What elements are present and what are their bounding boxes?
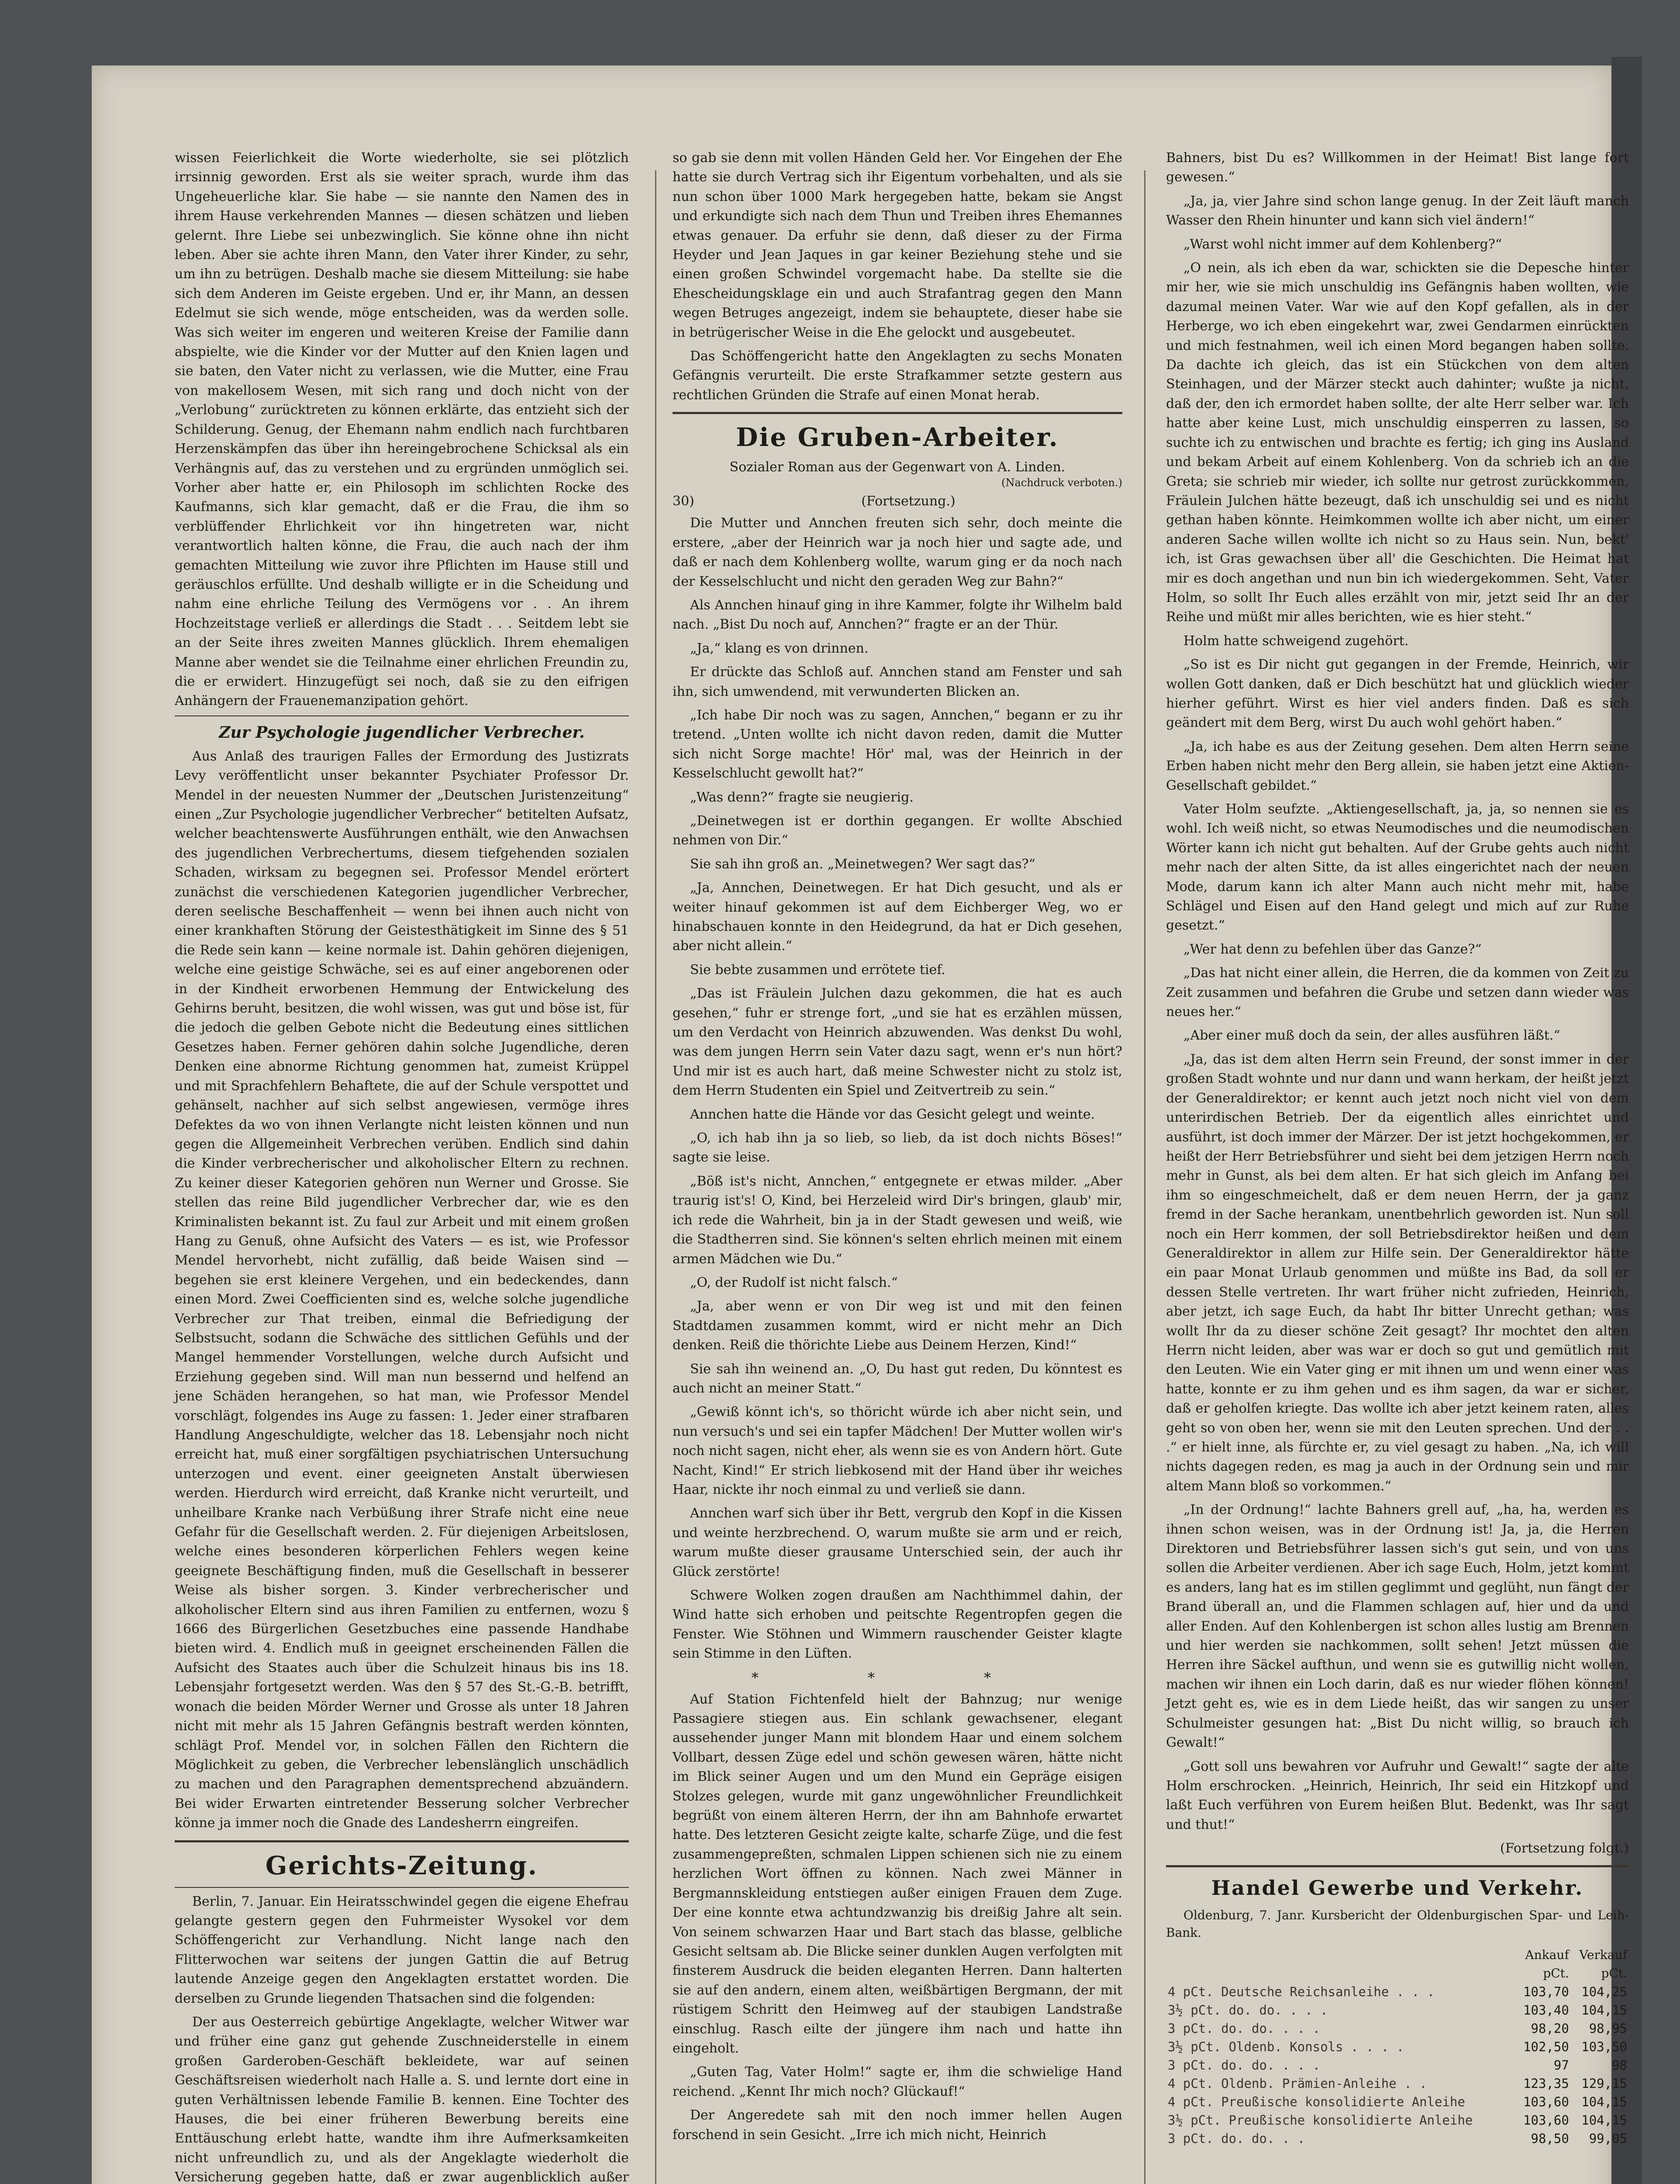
paragraph: Berlin, 7. Januar. Ein Heiratsschwindel gegen die eigene Ehefrau gelangte gestern gegen den Fuhrmeister Wysokel vor dem Schöffengericht zur Verhandlung. Nicht lange nach den Flitterwochen war seitens der jungen Gattin die auf Betrug lautende Anzeige gegen den Angeklagten erstattet worden. Die derselben zu Grunde liegenden Thatsachen sind die folgenden: bbox=[175, 1894, 629, 2006]
court-article-continued bbox=[673, 149, 1122, 405]
quote-sell: 104,25 bbox=[1581, 1984, 1627, 2000]
quote-buy: pCt. bbox=[1543, 1966, 1569, 1981]
paragraph: „Gott soll uns bewahren vor Aufruhr und Gewalt!“ sagte der alte Holm erschrocken. „Heinrich, Heinrich, Ihr seid ein Hitzkopf und laßt Euch verführen von Eurem heißen Blut. Bedenkt, was Ihr sagt und thut!“ bbox=[1166, 1759, 1629, 1832]
quote-row bbox=[1166, 2056, 1629, 2074]
paragraph: „Ja, ja, vier Jahre sind schon lange genug. In der Zeit läuft manch Wasser den Rhein hinunter und kann sich viel ändern!“ bbox=[1166, 193, 1629, 228]
quote-security: 3½ pCt. Oldenb. Konsols . . . . bbox=[1168, 2039, 1404, 2055]
quote-row bbox=[1166, 2111, 1629, 2129]
quote-buy: 123,35 bbox=[1523, 2076, 1569, 2091]
paragraph: Der aus Oesterreich gebürtige Angeklagte, welcher Witwer war und früher eine ganz gut gehende Zuschneiderstelle in einem großen Garderoben-Geschäft bekleidete, war auf seinen Geschäftsreisen wiederholt nach Halle a. S. und lernte dort eine in guten Verhältnissen lebende Familie B. kennen. Eine Tochter des Hauses, die bei einer früheren Bewerbung bereits eine Enttäuschung erlebt hatte, wandte ihm ihre Aufmerksamkeiten nicht unfreundlich zu, und als der Angeklagte wiederholt die Versicherung gegeben hatte, daß er zwar augenblicklich außer bbox=[175, 2014, 629, 2184]
quotes-table bbox=[1166, 1946, 1629, 2148]
paragraph: wissen Feierlichkeit die Worte wiederholte, sie sei plötzlich irrsinnig geworden. Erst als sie weiter sprach, wurde ihm das Ungeheuerliche klar. Sie habe — sie nannte den Namen des in ihrem Hause verkehrenden Mannes — diesen schätzen und lieben gelernt. Ihre Liebe sei unbezwinglich. Sie könne ohne ihn nicht leben. Aber sie achte ihren Mann, den Vater ihrer Kinder, zu sehr, um ihn zu betrügen. Deshalb mache sie diesem Mitteilung: sie habe sich dem Anderen im Geiste ergeben. Und er, ihr Mann, an dessen Edelmut sie sich wende, möge entscheiden, was da werden solle. Was sich weiter im engeren und weiteren Kreise der Familie dann abspielte, wie die Kinder vor der Mutter auf den Knien lagen und sie baten, den Vater nicht zu verlassen, wie die Mutter, eine Frau von makellosem Wesen, mit sich rang und doch nicht von der „Verlobung“ zurücktreten zu können erklärte, das entzieht sich der Schilderung. Genug, der Ehemann nahm endlich nach furchtbaren Herzenskämpfen das über ihn hereingebrochene Schicksal als ein Verhängnis auf, das zu verstehen und zu ergründen unmöglich sei. Vorher aber hatte er, ein Philosoph im schlichten Rocke des Kaufmanns, sich klar gemacht, daß er die Frau, die ihm so verblüffender Ehrlichkeit vor ihn hingetreten war, nicht verantwortlich halten könne, die Frau, die auch nach der ihm gemachten Mitteilung wie zuvor ihre Pflichten im Hause still und geräuschlos erfüllte. Und deshalb willigte er in die Scheidung und nahm eine ehrliche Teilung des Vermögens vor . . An ihrem Hochzeitstage verließ er allerdings die Stadt . . . Seitdem lebt sie an der Seite ihres zweiten Mannes glücklich. Ihrem ehemaligen Manne aber wendet sie die Teilnahme einer ehrlichen Freundin zu, die er erwidert. Hinzugefügt sei noch, daß sie zu den eifrigen Anhängern der Frauenemanzipation gehört. bbox=[175, 150, 629, 709]
quote-buy: 103,60 bbox=[1523, 2094, 1569, 2110]
quote-buy: 102,50 bbox=[1523, 2039, 1569, 2055]
trade-heading: Handel Gewerbe und Verkehr. bbox=[1211, 1876, 1584, 1900]
installment-label: (Fortsetzung.) bbox=[861, 494, 956, 509]
paragraph: Die Mutter und Annchen freuten sich sehr, doch meinte die erstere, „aber der Heinrich war ja noch hier und sagte ade, und daß er nach dem Kohlenberg wollte, warum ging er da noch nach der Kesselschlucht und nicht den geraden Weg zur Bahn?“ bbox=[673, 515, 1122, 589]
quote-sell: Verkauf bbox=[1579, 1948, 1627, 1963]
court-heading: Gerichts-Zeitung. bbox=[265, 1850, 538, 1880]
paragraph: „Deinetwegen ist er dorthin gegangen. Er wollte Abschied nehmen von Dir.“ bbox=[673, 813, 1122, 848]
paragraph: „Ja, aber wenn er von Dir weg ist und mit den feinen Stadtdamen zusammen kommt, wird er nicht mehr an Dich denken. Reiß die thörichte Liebe aus Deinem Herzen, Kind!“ bbox=[673, 1299, 1122, 1353]
quote-sell: 98,95 bbox=[1589, 2021, 1627, 2036]
quote-sell: 104,15 bbox=[1581, 2113, 1627, 2128]
column-3 bbox=[1166, 149, 1629, 2184]
novel-subtitle: Sozialer Roman aus der Gegenwart von A. Linden. bbox=[729, 460, 1066, 475]
novel-heading: Die Gruben-Arbeiter. bbox=[736, 422, 1059, 453]
paragraph: „Ja,“ klang es von drinnen. bbox=[690, 640, 869, 656]
quote-row bbox=[1166, 2093, 1629, 2111]
quotes-header bbox=[1166, 1946, 1629, 1964]
paragraph: Annchen warf sich über ihr Bett, vergrub den Kopf in die Kissen und weinte herzbrechend. O, warum mußte sie arm und er reich, warum mußte dieser grausame Unterschied sein, der auch ihr Glück zerstörte! bbox=[673, 1506, 1122, 1579]
quote-buy: Ankauf bbox=[1525, 1948, 1569, 1963]
paragraph: Das Schöffengericht hatte den Angeklagten zu sechs Monaten Gefängnis verurteilt. Die erste Strafkammer setzte gestern aus rechtlichen Gründen die Strafe auf einen Monat herab. bbox=[673, 349, 1122, 403]
paragraph: Sie sah ihn groß an. „Meinetwegen? Wer sagt das?“ bbox=[690, 856, 1035, 872]
paragraph: „Guten Tag, Vater Holm!“ sagte er, ihm die schwielige Hand reichend. „Kennt Ihr mich noch? Glückauf!“ bbox=[673, 2064, 1122, 2099]
column-2 bbox=[673, 149, 1122, 2184]
paragraph: „In der Ordnung!“ lachte Bahners grell auf, „ha, ha, werden es ihnen schon weisen, was in der Ordnung ist! Ja, ja, die Herren Direktoren und Betriebsführer lassen sich's gut sein, und von uns sollen die Arbeiter verdienen. Aber ich sage Euch, Holm, jetzt kommt es anders, lang hat es im stillen geglimmt und geglüht, nun fängt der Brand überall an, und die Flammen schlagen auf, hier und da und aller Enden. Auf den Kohlenbergen ist schon alles lustig am Brennen und hier werden sie nachkommen, sollt sehen! Jetzt müssen die Herren ihre Säckel aufthun, und wenn sie es gutwillig nicht wollen, machen wir ihnen ein Loch darin, daß es nur wieder flöhen können! Jetzt geht es, wie es in dem Liede heißt, das wir sangen zu unser Schulmeister gesungen hat: „Bist Du nicht willig, so brauch ich Gewalt!“ bbox=[1166, 1502, 1629, 1751]
paragraph: Aus Anlaß des traurigen Falles der Ermordung des Justizrats Levy veröffentlicht unser bekannter Psychiater Professor Dr. Mendel in der neuesten Nummer der „Deutschen Juristenzeitung“ einen „Zur Psychologie jugendlicher Verbrecher“ betitelten Aufsatz, welcher beachtenswerte Ausführungen enthält, wie den Anwachsen des jugendlichen Verbrechertums, diesem tiefgehenden sozialen Schaden, wirksam zu begegnen sei. Professor Mendel erörtert zunächst die verschiedenen Kategorien jugendlicher Verbrecher, deren seelische Beschaffenheit — wenn bei ihnen auch nicht von einer krankhaften Störung der Geistesthätigkeit im Sinne des § 51 die Rede sein kann — keine normale ist. Dahin gehören diejenigen, welche eine geistige Schwäche, sei es auf einer angeborenen oder in der Kindheit erworbenen Hemmung der Entwickelung des Gehirns beruht, besitzen, die wohl wissen, was gut und böse ist, für die jedoch die gelben Gebote nicht die Bedeutung eines sittlichen Gesetzes haben. Ferner gehören dahin solche Jugendliche, deren Denken eine abnorme Richtung genommen hat, zumeist Krüppel und mit Sprachfehlern Behaftete, die auf der Schule verspottet und gehänselt, nachher auf sich selbst angewiesen, vermöge ihres Defektes da wo von ihnen Verlangte nicht leisten können und nun gegen die Allgemeinheit Verbrechen verüben. Endlich sind dahin die Kinder verbrecherischer und alkoholischer Eltern zu rechnen. Zu keiner dieser Kategorien gehören nun Werner und Grosse. Sie stellen das reine Bild jugendlicher Verbrecher dar, wie es den Kriminalisten bekannt ist. Zu faul zur Arbeit und mit einem großen Hang zu Genuß, ohne Aufsicht des Vaters — es ist, wie Professor Mendel hervorhebt, nicht zufällig, daß beide Waisen sind — begehen sie erst kleinere Vergehen, und ein bedeckendes, dann einen Mord. Zwei Coefficienten sind es, welche solche jugendliche Verbrecher zur That treiben, einmal die Befriedigung der Selbstsucht, sodann die Schwäche des sittlichen Gefühls und der Mangel hemmender Vorstellungen, welche durch Aufsicht und Erziehung gegeben sind. Will man nun bessernd und helfend an jene Schäden herangehen, so hat man, wie Professor Mendel vorschlägt, folgendes ins Auge zu fassen: 1. Jeder einer strafbaren Handlung Angeschuldigte, welcher das 18. Lebensjahr noch nicht erreicht hat, muß einer sorgfältigen psychiatrischen Untersuchung unterzogen und event. einer geeigneten Anstalt überwiesen werden. Hierdurch wird erreicht, daß Kranke nicht verurteilt, und unheilbare Kranke nach Verbüßung ihrer Strafe nicht eine neue Gefahr für die Gesellschaft werden. 2. Für diejenigen Arbeitslosen, welche eines besonderen körperlichen Fehlers wegen keine geeignete Beschäftigung finden, muß die Gesellschaft in besserer Weise als bisher sorgen. 3. Kinder verbrecherischer und alkoholischer Eltern sind aus ihren Familien zu entfernen, wozu § 1666 des Bürgerlichen Gesetzbuches eine passende Handhabe bieten wird. 4. Endlich muß in geeignet erscheinenden Fällen die Aufsicht des Staates auch über die Schulzeit hinaus bis ins 18. Lebensjahr fortgesetzt werden. Was den § 57 des St.-G.-B. betrifft, wonach die beiden Mörder Werner und Grosse als unter 18 Jahren nicht mit mehr als 15 Jahren Gefängnis bestraft werden könnten, schlägt Prof. Mendel vor, in solchen Fällen den Richtern die Möglichkeit zu geben, die Verbrecher lebenslänglich unschädlich zu machen und den Paragraphen dementsprechend abzuändern. Bei wider Erwarten eintretender Besserung solcher Verbrecher könne ja immer noch die Gnade des Landesherrn eingreifen. bbox=[175, 748, 629, 1831]
paragraph: Auf Station Fichtenfeld hielt der Bahnzug; nur wenige Passagiere stiegen aus. Ein schlank gewachsener, elegant aussehender junger Mann mit blondem Haar und einem solchem Vollbart, dessen Züge edel und schön gewesen wären, hätte nicht im Blick seiner Augen und um den Mund ein Gepräge eisigen Stolzes gelegen, wurde mit ganz ungewöhnlicher Freundlichkeit begrüßt von einem älteren Herrn, der ihn am Bahnhofe erwartet hatte. Des letzteren Gesicht zeigte kalte, scharfe Züge, und die fest zusammengepreßten, schmalen Lippen schienen sich nie zu einem herzlichen Wort öffnen zu können. Nach zwei Männer in Bergmannskleidung entstiegen außer einigen Frauen dem Zuge. Der eine konnte etwa achtundzwanzig bis dreißig Jahre alt sein. Von seinem schwarzen Haar und Bart stach das blasse, gelbliche Gesicht seltsam ab. Die Blicke seiner dunklen Augen verfolgten mit finsterem Ausdruck die beiden eleganten Herren. Dann halterten sie auf den andern, einem alten, weißbärtigen Bergmann, der mit rüstigem Schritt den Heimweg auf der staubigen Landstraße einschlug. Rasch eilte der jüngere ihm nach und hatte ihn eingeholt. bbox=[673, 1691, 1122, 2056]
column-1 bbox=[175, 149, 629, 2184]
paragraph: „Wer hat denn zu befehlen über das Ganze?“ bbox=[1183, 941, 1482, 957]
court-article bbox=[175, 1892, 629, 2184]
paragraph: „Ja, ich habe es aus der Zeitung gesehen. Dem alten Herrn seine Erben haben nicht mehr den Berg allein, sie haben jetzt eine Aktien-Gesellschaft gebildet.“ bbox=[1166, 739, 1629, 793]
quote-security: 4 pCt. Preußische konsolidierte Anleihe bbox=[1168, 2094, 1465, 2110]
paragraph: Vater Holm seufzte. „Aktiengesellschaft, ja, ja, so nennen sie es wohl. Ich weiß nicht, so etwas Neumodisches und die neumodischen Wörter kann ich nicht gut behalten. Auf der Grube gehts auch nicht mehr nach der alten Sitte, da ist alles eingerichtet nach der neuen Mode, darum kann ich alter Mann auch nicht mehr mit, habe Schlägel und Eisen auf den Hand gelegt und mich auf zur Ruhe gesetzt.“ bbox=[1166, 802, 1629, 933]
quote-buy: 97 bbox=[1553, 2058, 1569, 2073]
quote-security bbox=[1166, 1946, 1515, 1964]
paragraph: Annchen hatte die Hände vor das Gesicht gelegt und weinte. bbox=[690, 1106, 1095, 1122]
paragraph: „Gewiß könnt ich's, so thöricht würde ich aber nicht sein, und nun versuch's und sei ein tapfer Mädchen! Der Mutter wollen wir's noch nicht sagen, nicht eher, als wenn sie es von Andern hört. Gute Nacht, Kind!“ Er strich liebkosend mit der Hand über ihr weiches Haar, nickte ihr noch einmal zu und verließ sie dann. bbox=[673, 1404, 1122, 1497]
quote-security: 3½ pCt. Preußische konsolidierte Anleihe bbox=[1168, 2113, 1473, 2128]
quote-sell: pCt. bbox=[1601, 1966, 1627, 1981]
quote-sell: 104,15 bbox=[1581, 2003, 1627, 2018]
novel-text-2 bbox=[673, 1690, 1122, 2145]
quote-security: 3½ pCt. do. do. . . . bbox=[1168, 2003, 1328, 2018]
quote-security: 3 pCt. do. do. . . . bbox=[1168, 2021, 1321, 2036]
novel-text bbox=[673, 514, 1122, 1663]
quote-sell: 99,05 bbox=[1589, 2131, 1627, 2146]
paragraph: Schwere Wolken zogen draußen am Nachthimmel dahin, der Wind hatte sich erhoben und peitschte Regentropfen gegen die Fenster. Wie Stöhnen und Wimmern rauschender Geister klagte sein Stimme in den Lüften. bbox=[673, 1588, 1122, 1662]
paragraph: „Warst wohl nicht immer auf dem Kohlenberg?“ bbox=[1183, 236, 1502, 252]
quote-row bbox=[1166, 2019, 1629, 2038]
divider bbox=[175, 1840, 629, 1842]
paragraph: „Ja, Annchen, Deinetwegen. Er hat Dich gesucht, und als er weiter hinauf gekommen ist auf dem Eichberger Weg, wo er hinabschauen konnte in den Heidegrund, da hat er Dich gesehen, aber nicht allein.“ bbox=[673, 880, 1122, 954]
paragraph: „Ich habe Dir noch was zu sagen, Annchen,“ begann er zu ihr tretend. „Unten wollte ich nicht davon reden, damit die Mutter sich nicht Sorge machte! Hör' mal, was der Heinrich in der Kesselschlucht gewollt hat?“ bbox=[673, 707, 1122, 781]
paragraph: „O, der Rudolf ist nicht falsch.“ bbox=[690, 1275, 898, 1290]
quote-sell: 103,50 bbox=[1581, 2039, 1627, 2055]
installment-number: 30) bbox=[673, 494, 694, 509]
quote-row bbox=[1166, 2001, 1629, 2019]
paragraph: „Ja, das ist dem alten Herrn sein Freund, der sonst immer in der großen Stadt wohnte und nur dann und wann herkam, der heißt jetzt der Generaldirektor; er kennt auch jetzt noch nicht viel von dem unterirdischen Betrieb. Der da eigentlich alles einrichtet und ausführt, ist doch immer der Märzer. Der ist jetzt hochgekommen, er heißt der Herr Betriebsführer und sieht bei dem jetzigen Herrn noch mehr in Gunst, als bei dem alten. Er hat sich gleich im Anfang bei ihm so eingeschmeichelt, daß er dem neuen Herrn, der ja ganz fremd in der Sache herankam, unentbehrlich geworden ist. Nun soll noch ein Herr kommen, der soll Betriebsdirektor heißen und dem Generaldirektor in allem zur Hilfe sein. Der Generaldirektor hätte ein paar Monat Urlaub genommen und müßte ins Bad, da soll er dessen Stelle vertreten. Ihr wart früher nicht zufrieden, Heinrich, aber jetzt, ich sage Euch, da habt Ihr bitter Unrecht gethan; was wollt Ihr da zu dieser schöne Zeit gesagt? Ihr mochtet den alten Herrn nicht leiden, aber was war er doch so gut und gemütlich mit den Leuten. Wie ein Vater ging er mit ihnen um und wenn einer was hatte, konnte er zu ihm gehen und es ihm sagen, da war er sicher, daß er geholfen kriegte. Das wollte ich aber jetzt keinem raten, alles geht so von oben her, wenn sie mit den Leuten sprechen. Und der . . .“ er hielt inne, als fürchte er, zu viel gesagt zu haben. „Na, ich will nichts dagegen reden, es mag ja auch in der Ordnung sein und mir altem Mann bloß so vorkommen.“ bbox=[1166, 1051, 1629, 1494]
quote-sell: 104,15 bbox=[1581, 2094, 1627, 2110]
paragraph: „O, ich hab ihn ja so lieb, so lieb, da ist doch nichts Böses!“ sagte sie leise. bbox=[673, 1130, 1122, 1165]
divider bbox=[175, 715, 629, 716]
quote-buy: 103,70 bbox=[1523, 1984, 1569, 2000]
newspaper-page bbox=[92, 66, 1629, 2184]
paragraph: Bahners, bist Du es? Willkommen in der Heimat! Bist lange fort gewesen.“ bbox=[1166, 150, 1629, 185]
novel-end: (Fortsetzung folgt.) bbox=[1500, 1841, 1629, 1856]
reprint-note: (Nachdruck verboten.) bbox=[1001, 477, 1122, 489]
quote-buy: 98,50 bbox=[1531, 2131, 1569, 2146]
quotes-units bbox=[1166, 1964, 1629, 1983]
paragraph: Er drückte das Schloß auf. Annchen stand am Fenster und sah ihn, sich umwendend, mit verwunderten Blicken an. bbox=[673, 664, 1122, 699]
paragraph: Sie bebte zusammen und errötete tief. bbox=[690, 962, 945, 978]
quote-security: 4 pCt. Oldenb. Prämien-Anleihe . . bbox=[1168, 2076, 1427, 2091]
quote-security: 3 pCt. do. do. . . bbox=[1168, 2131, 1305, 2146]
psychology-article bbox=[175, 747, 629, 1833]
paragraph: Sie sah ihn weinend an. „O, Du hast gut reden, Du könntest es auch nicht an meiner Statt.“ bbox=[673, 1361, 1122, 1396]
quote-buy: 98,20 bbox=[1531, 2021, 1569, 2036]
psychology-heading: Zur Psychologie jugendlicher Verbrecher. bbox=[219, 723, 585, 742]
quote-row bbox=[1166, 2129, 1629, 2148]
divider bbox=[175, 1887, 629, 1888]
quote-sell: 98 bbox=[1612, 2058, 1627, 2073]
intro-article bbox=[175, 149, 629, 711]
paragraph: „Aber einer muß doch da sein, der alles ausführen läßt.“ bbox=[1183, 1028, 1560, 1044]
quote-row bbox=[1166, 1983, 1629, 2001]
paragraph: Als Annchen hinauf ging in ihre Kammer, folgte ihr Wilhelm bald nach. „Bist Du noch auf, Annchen?“ fragte er an der Thür. bbox=[673, 597, 1122, 632]
quote-row bbox=[1166, 2074, 1629, 2093]
paragraph: Der Angeredete sah mit den noch immer hellen Augen forschend in sein Gesicht. „Irre ich mich nicht, Heinrich bbox=[673, 2108, 1122, 2143]
paragraph: „O nein, als ich eben da war, schickten sie die Depesche hinter mir her, wie sie mich unschuldig ins Gefängnis haben wollten, wie dazumal meinen Vater. War wie auf den Kopf gefallen, als in der Herberge, wo ich eben eingekehrt war, zwei Gendarmen einrückten und mich festnahmen, weil ich einen Mord begangen haben sollte. Da dachte ich gleich, das ist ein Stückchen von dem alten Steinhagen, und der Märzer steckt auch dahinter; wußte ja nicht, daß der, den ich ermordet haben sollte, der alte Herr selber war. Ich hatte aber keine Lust, mich unschuldig einsperren zu lassen, so suchte ich zu entwischen und brachte es fertig; ich ging ins Ausland und bekam Arbeit auf einem Kohlenberg. Von da schrieb ich an die Greta; sie schrieb mir wieder, ich sollte nur getrost zurückkommen, Fräulein Julchen hätte bezeugt, daß ich unschuldig sei und es nicht gethan haben könnte. Heimkommen wollte ich aber nicht, um einer anderen Sache willen wollte ich nicht so zu Haus sein. Nun, bekt' ich, ist Gras gewachsen über all' die Geschichten. Die Heimat hat mir es doch angethan und nun bin ich wiedergekommen. Seht, Vater Holm, so sollt Ihr Euch alles erzählt von mir, jetzt seid Ihr an der Reihe und müßt mir alles berichten, wie es hier steht.“ bbox=[1166, 260, 1629, 625]
paragraph: „So ist es Dir nicht gut gegangen in der Fremde, Heinrich, wir wollen Gott danken, daß er Dich beschützt hat und glücklich wieder hierher geführt. Wirst es hier viel anders finden. Daß es sich geändert mit dem Berg, wirst Du auch wohl gehört haben.“ bbox=[1166, 657, 1629, 731]
section-stars: * * * bbox=[751, 1669, 1044, 1686]
quote-buy: 103,40 bbox=[1523, 2003, 1569, 2018]
installment-line bbox=[673, 492, 1122, 511]
divider bbox=[673, 412, 1122, 414]
column-rule bbox=[655, 170, 656, 2184]
trade-intro: Oldenburg, 7. Janr. Kursbericht der Oldenburgischen Spar- und Leih-Bank. bbox=[1166, 1908, 1629, 1940]
paragraph: „Böß ist's nicht, Annchen,“ entgegnete er etwas milder. „Aber traurig ist's! O, Kind, bei Herzeleid wird Dir's bringen, glaub' mir, ich rede die Wahrheit, bin ja in der Stadt gewesen und weiß, wie die Stadtherren sind. Sie können's selten ehrlich meinen mit einem armen Mädchen wie Du.“ bbox=[673, 1173, 1122, 1267]
divider bbox=[1166, 1865, 1629, 1867]
novel-text-3 bbox=[1166, 149, 1629, 1835]
column-rule bbox=[1144, 170, 1145, 2184]
quote-sell: 129,15 bbox=[1581, 2076, 1627, 2091]
quote-row bbox=[1166, 2038, 1629, 2056]
paragraph: „Das hat nicht einer allein, die Herren, die da kommen von Zeit zu Zeit zusammen und befahren die Grube und setzen dann wieder was neues her.“ bbox=[1166, 965, 1629, 1020]
quote-security: 3 pCt. do. do. . . . bbox=[1168, 2058, 1321, 2073]
quote-buy: 103,60 bbox=[1523, 2113, 1569, 2128]
paragraph: Holm hatte schweigend zugehört. bbox=[1183, 633, 1409, 649]
paragraph: „Das ist Fräulein Julchen dazu gekommen, die hat es auch gesehen,“ fuhr er strenge fort, „und sie hat es erzählen müssen, um den Verdacht von Heinrich abzuwenden. Was denkst Du wohl, was dem jungen Herrn sein Vater dazu sagt, wenn er's nun hört? Und mir ist es auch hart, daß meine Schwester nicht zu stolz ist, dem Herrn Studenten ein Spiel und Zeitvertreib zu sein.“ bbox=[673, 986, 1122, 1099]
quote-security: 4 pCt. Deutsche Reichsanleihe . . . bbox=[1168, 1984, 1435, 2000]
quote-security bbox=[1166, 1964, 1515, 1983]
paragraph: so gab sie denn mit vollen Händen Geld her. Vor Eingehen der Ehe hatte sie durch Vertrag sich ihr Eigentum vorbehalten, und als sie nun schon über 1000 Mark hergegeben hatte, bekam sie Angst und erkundigte sich nach dem Thun und Treiben ihres Ehemannes etwas genauer. Da erfuhr sie denn, daß dieser zu der Firma Heyder und Jean Jaques in gar keiner Beziehung stehe und sie einen großen Schwindel vorgemacht habe. Da stellte sie die Ehescheidungsklage ein und auch Strafantrag gegen den Mann wegen Betruges angezeigt, indem sie behauptete, dieser habe sie in betrügerischer Weise in die Ehe gelockt und ausgebeutet. bbox=[673, 150, 1122, 340]
paragraph: „Was denn?“ fragte sie neugierig. bbox=[690, 789, 914, 805]
